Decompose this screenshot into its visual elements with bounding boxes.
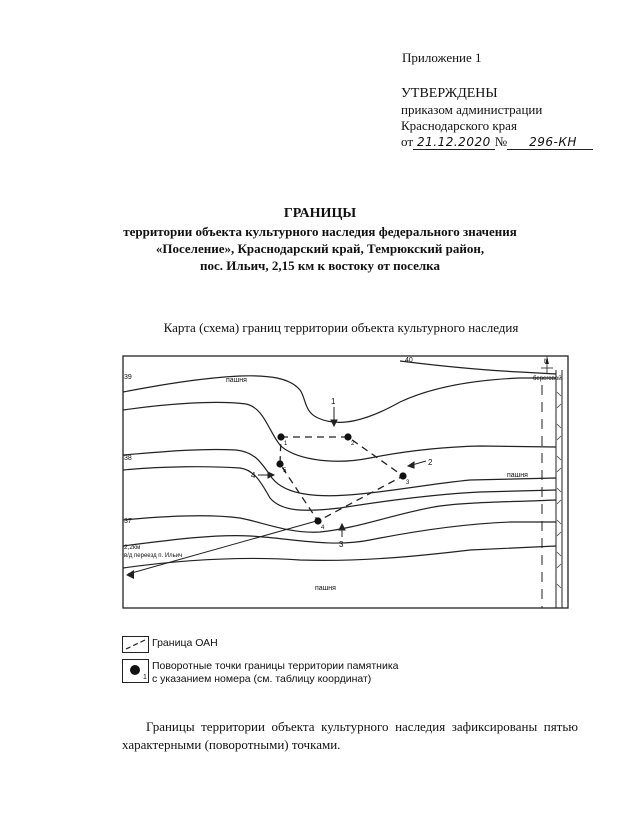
boundary-map bbox=[122, 355, 570, 609]
turning-point-label-4: 4 bbox=[321, 525, 325, 531]
legend-boundary-label: Граница ОАН bbox=[152, 637, 218, 649]
legend-point-icon bbox=[123, 660, 148, 682]
label-contour-40: 40 bbox=[405, 357, 413, 364]
date-handwritten: 21.12.2020 bbox=[413, 135, 495, 150]
order-line-1: приказом администрации bbox=[401, 102, 543, 117]
footer-paragraph: Границы территории объекта культурного наследия зафиксированы пятью характерными (поворотными) точками. bbox=[122, 719, 578, 752]
north-arrow bbox=[541, 356, 553, 374]
legend-point-line-2: с указанием номера (см. таблицу координат) bbox=[152, 673, 372, 685]
road-line bbox=[128, 520, 320, 574]
turning-point-3 bbox=[399, 472, 406, 479]
title-line-2: территории объекта культурного наследия федерального значения bbox=[123, 224, 517, 239]
number-handwritten: 296-КН bbox=[507, 135, 593, 150]
map-caption: Карта (схема) границ территории объекта культурного наследия bbox=[163, 320, 519, 335]
label-field-right: пашня bbox=[507, 472, 528, 479]
order-date-line bbox=[401, 134, 593, 150]
label-contour-39: 39 bbox=[124, 374, 132, 381]
turning-point-1 bbox=[277, 433, 284, 440]
arrow-3 bbox=[339, 524, 345, 537]
label-bluff: береговой bbox=[533, 376, 562, 382]
road-arrow bbox=[126, 570, 134, 579]
arrow-3-label: 3 bbox=[339, 540, 344, 549]
document-title bbox=[0, 205, 640, 274]
arrow-2 bbox=[408, 461, 426, 468]
coast-bluff bbox=[542, 370, 562, 608]
legend-point-label bbox=[152, 660, 399, 686]
label-field-top: пашня bbox=[226, 377, 247, 384]
map-frame bbox=[123, 356, 568, 608]
turning-point-label-5: 5 bbox=[283, 468, 287, 474]
approved-heading: УТВЕРЖДЕНЫ bbox=[401, 86, 498, 101]
arrow-1-label: 1 bbox=[331, 397, 336, 406]
number-prefix: № bbox=[494, 134, 508, 149]
label-contour-38: 38 bbox=[124, 455, 132, 462]
order-line-2: Краснодарского края bbox=[401, 118, 517, 133]
legend-point-number: 1 bbox=[143, 674, 147, 681]
label-field-bottom: пашня bbox=[315, 585, 336, 592]
label-contour-37: 37 bbox=[124, 518, 132, 525]
turning-point-label-1: 1 bbox=[284, 441, 288, 447]
title-line-3: «Поселение», Краснодарский край, Темрюкский район, bbox=[155, 241, 485, 256]
turning-point-label-2: 2 bbox=[351, 441, 355, 447]
date-prefix: от bbox=[401, 134, 414, 149]
turning-point-label-3: 3 bbox=[406, 480, 410, 486]
title-line-4: пос. Ильич, 2,15 км к востоку от поселка bbox=[200, 258, 440, 273]
turning-point-2 bbox=[344, 433, 351, 440]
arrow-4-label: 4 bbox=[251, 471, 256, 480]
legend-boundary-box bbox=[122, 636, 149, 653]
oan-boundary bbox=[280, 437, 403, 521]
turning-point-4 bbox=[314, 517, 321, 524]
approval-block bbox=[401, 86, 593, 150]
legend-point-line-1: Поворотные точки границы территории памятника bbox=[152, 660, 399, 672]
appendix-label: Приложение 1 bbox=[402, 50, 482, 65]
label-distance: 2,2км bbox=[124, 544, 141, 551]
legend-point-box bbox=[122, 659, 149, 683]
arrow-1 bbox=[331, 407, 337, 426]
legend-dash-icon bbox=[123, 637, 148, 652]
arrow-2-label: 2 bbox=[428, 458, 433, 467]
title-line-1: ГРАНИЦЫ bbox=[283, 206, 357, 221]
north-label: N bbox=[544, 359, 549, 365]
contour-lines bbox=[123, 361, 556, 568]
turning-point-5 bbox=[276, 460, 283, 467]
label-crossing: в/д переезд п. Ильич bbox=[124, 553, 183, 559]
